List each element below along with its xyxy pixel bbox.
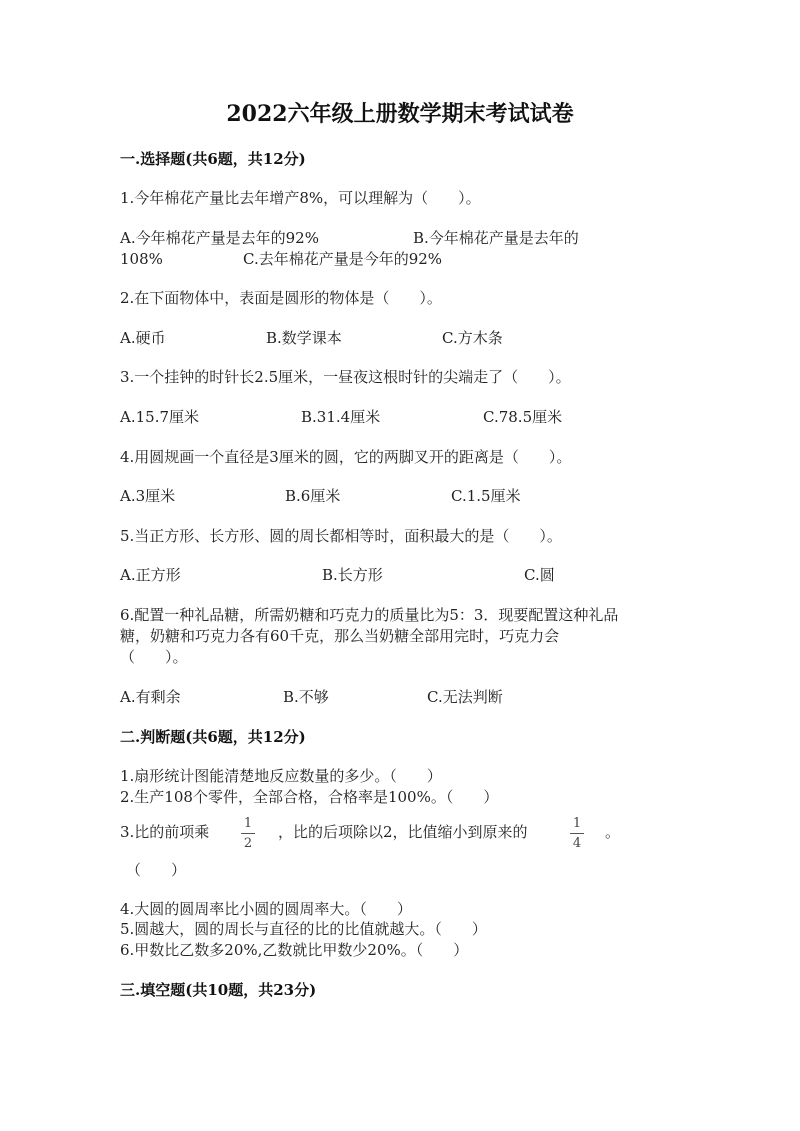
fraction-denominator: 2 <box>243 836 253 851</box>
question-4-option-b: B.6厘米 <box>285 487 341 505</box>
question-5-option-a: A.正方形 <box>120 566 181 584</box>
judge-question-3-blank: （ ） <box>126 861 187 879</box>
fraction-one-half <box>240 816 256 851</box>
question-1-option-b: B.今年棉花产量是去年的 <box>413 229 579 247</box>
question-3-option-c: C.78.5厘米 <box>483 408 563 426</box>
exam-title: 2022六年级上册数学期末考试试卷 <box>226 101 574 127</box>
question-1-stem: 1.今年棉花产量比去年增产8%，可以理解为（ ）。 <box>120 189 481 207</box>
judge-question-3-part-3: 。 <box>605 823 621 841</box>
fraction-bar <box>570 833 584 834</box>
section-heading-true-false: 二.判断题(共6题，共12分) <box>120 728 306 746</box>
fraction-numerator: 1 <box>243 816 253 831</box>
question-6-option-a: A.有剩余 <box>120 688 181 706</box>
question-6-stem-line-1: 6.配置一种礼品糖，所需奶糖和巧克力的质量比为5：3．现要配置这种礼品 <box>120 606 619 624</box>
fraction-denominator: 4 <box>572 836 582 851</box>
question-2-stem: 2.在下面物体中，表面是圆形的物体是（ ）。 <box>120 289 442 307</box>
question-6-stem-line-3: （ ）。 <box>120 648 188 666</box>
question-5-stem: 5.当正方形、长方形、圆的周长都相等时，面积最大的是（ ）。 <box>120 527 562 545</box>
question-2-option-c: C.方木条 <box>442 329 503 347</box>
question-6-stem-line-2: 糖，奶糖和巧克力各有60千克，那么当奶糖全部用完时，巧克力会 <box>120 627 560 645</box>
question-3-option-b: B.31.4厘米 <box>301 408 381 426</box>
question-6-option-c: C.无法判断 <box>427 688 503 706</box>
question-2-option-a: A.硬币 <box>120 329 166 347</box>
judge-question-4: 4.大圆的圆周率比小圆的圆周率大。（ ） <box>120 900 412 918</box>
question-4-stem: 4.用圆规画一个直径是3厘米的圆，它的两脚叉开的距离是（ ）。 <box>120 448 572 466</box>
question-1-option-c: C.去年棉花产量是今年的92% <box>243 250 443 268</box>
question-1-option-b-continued: 108% <box>120 250 163 268</box>
judge-question-3-part-1: 3.比的前项乘 <box>120 823 210 841</box>
question-5-option-b: B.长方形 <box>322 566 383 584</box>
fraction-bar <box>241 833 255 834</box>
judge-question-1: 1.扇形统计图能清楚地反应数量的多少。（ ） <box>120 767 442 785</box>
question-4-option-a: A.3厘米 <box>120 487 176 505</box>
question-1-option-a: A.今年棉花产量是去年的92% <box>120 229 319 247</box>
question-5-option-c: C.圆 <box>524 566 555 584</box>
judge-question-3-part-2: ，比的后项除以2，比值缩小到原来的 <box>278 823 528 841</box>
question-2-option-b: B.数学课本 <box>266 329 342 347</box>
judge-question-2: 2.生产108个零件，全部合格，合格率是100%。（ ） <box>120 788 499 806</box>
question-3-stem: 3.一个挂钟的时针长2.5厘米，一昼夜这根时针的尖端走了（ ）。 <box>120 368 571 386</box>
question-6-option-b: B.不够 <box>283 688 329 706</box>
question-3-option-a: A.15.7厘米 <box>120 408 199 426</box>
question-4-option-c: C.1.5厘米 <box>451 487 521 505</box>
fraction-numerator: 1 <box>572 816 582 831</box>
section-heading-fill-in: 三.填空题(共10题，共23分) <box>120 981 317 999</box>
section-heading-choice: 一.选择题(共6题，共12分) <box>120 150 306 168</box>
judge-question-6: 6.甲数比乙数多20%,乙数就比甲数少20%。（ ） <box>120 941 469 959</box>
judge-question-5: 5.圆越大，圆的周长与直径的比的比值就越大。（ ） <box>120 920 487 938</box>
fraction-one-quarter <box>569 816 585 851</box>
